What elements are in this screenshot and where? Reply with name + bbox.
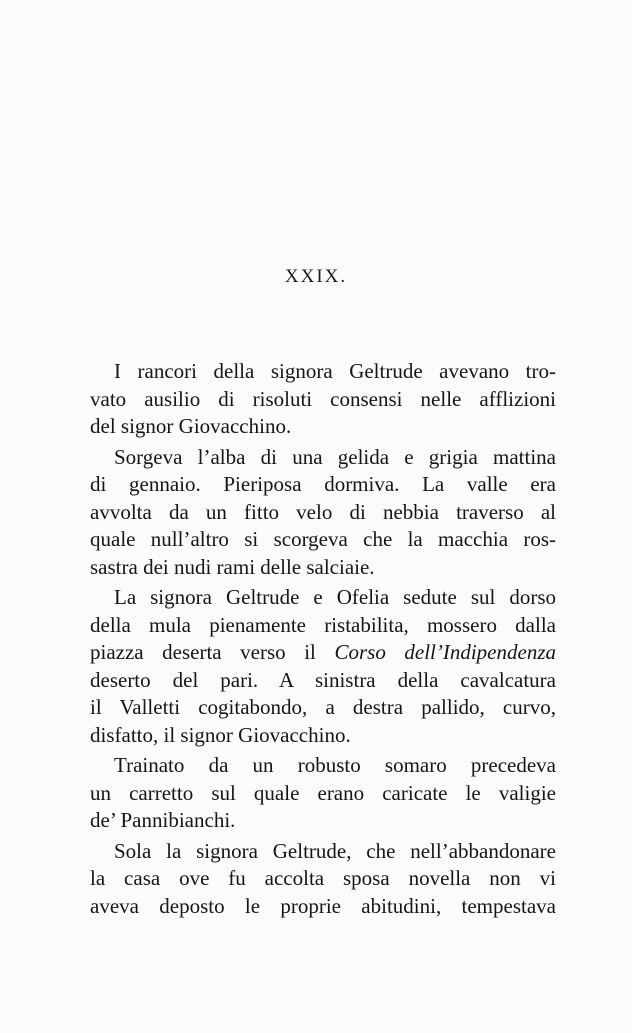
- paragraph-5: [90, 838, 556, 921]
- text-line: aveva deposto le proprie abitudini, tempestava: [90, 893, 556, 918]
- text-line: Sola la signora Geltrude, che nell’abbandonare: [114, 838, 556, 863]
- chapter-heading: XXIX.: [284, 266, 348, 287]
- text-segment: piazza deserta verso il: [90, 640, 316, 664]
- body-text: [90, 358, 556, 923]
- italic-street-name: Corso dell’Indipendenza: [334, 640, 556, 664]
- text-line: disfatto, il signor Giovacchino.: [90, 722, 351, 747]
- text-line: del signor Giovacchino.: [90, 414, 292, 438]
- text-line: I rancori della signora Geltrude avevano tro-: [114, 359, 556, 383]
- text-line-with-italic: [90, 639, 556, 667]
- text-line: sastra dei nudi rami delle salciaie.: [90, 554, 375, 579]
- paragraph-4: [90, 752, 556, 835]
- text-line: deserto del pari. A sinistra della cavalcatura: [90, 667, 556, 692]
- paragraph-1: [90, 358, 556, 441]
- text-line: Sorgeva l’alba di una gelida e grigia mattina: [114, 444, 556, 469]
- text-line: il Valletti cogitabondo, a destra pallido, curvo,: [90, 695, 556, 719]
- text-line: vato ausilio di risoluti consensi nelle afflizioni: [90, 386, 556, 411]
- text-line: della mula pienamente ristabilita, mossero dalla: [90, 612, 556, 637]
- text-line: de’ Pannibianchi.: [90, 808, 236, 832]
- text-line: avvolta da un fitto velo di nebbia traverso al: [90, 499, 556, 524]
- paragraph-2: [90, 444, 556, 582]
- text-line: un carretto sul quale erano caricate le valigie: [90, 780, 556, 805]
- text-line: la casa ove fu accolta sposa novella non vi: [90, 866, 556, 890]
- text-line: di gennaio. Pieriposa dormiva. La valle era: [90, 472, 556, 496]
- paragraph-3: [90, 584, 556, 749]
- text-line: Trainato da un robusto somaro precedeva: [114, 753, 556, 777]
- text-line: quale null’altro si scorgeva che la macchia ros-: [90, 527, 556, 551]
- text-line: La signora Geltrude e Ofelia sedute sul dorso: [114, 585, 556, 609]
